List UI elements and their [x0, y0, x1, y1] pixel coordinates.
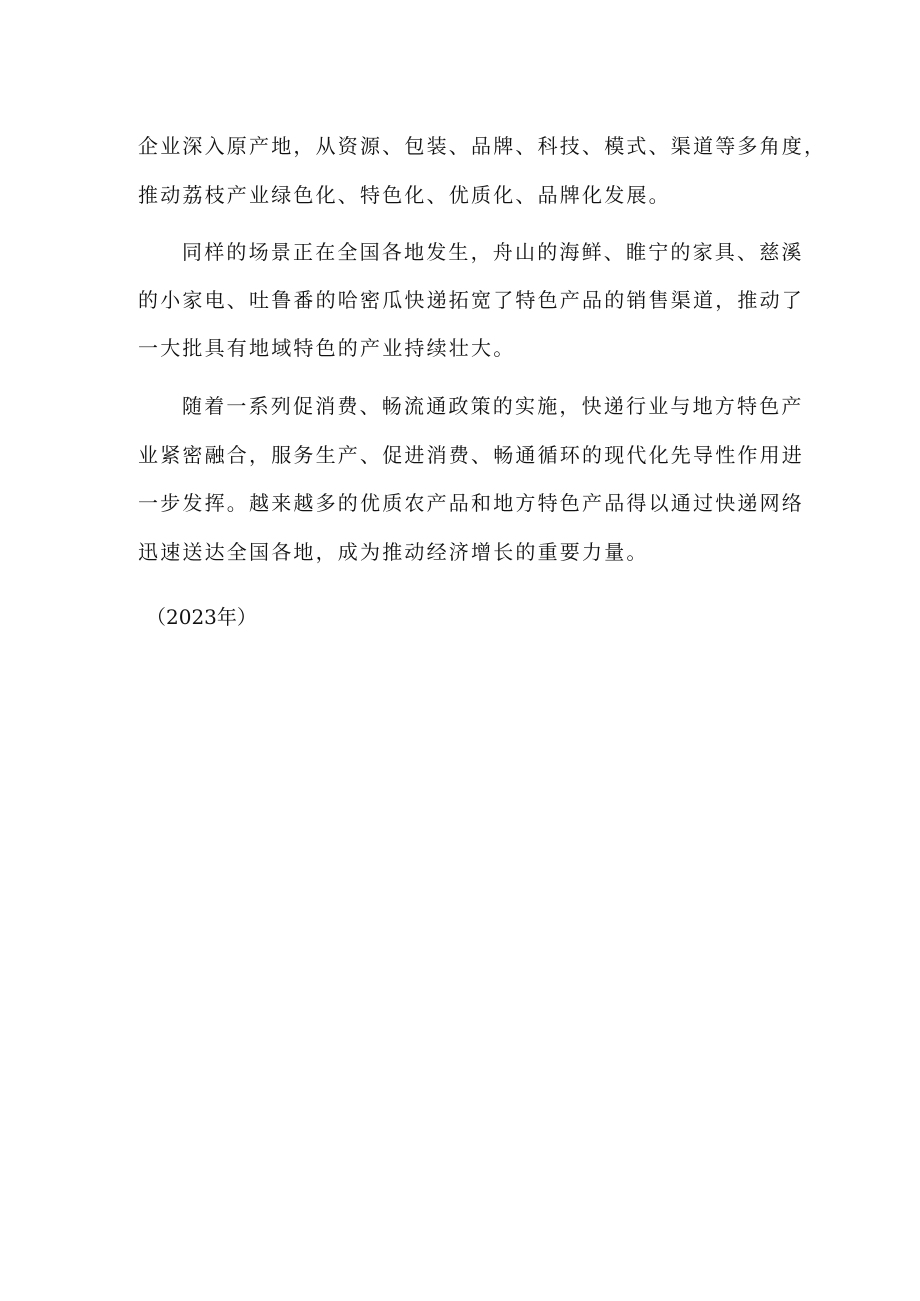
- paragraph-line: 企业深入原产地，从资源、包装、品牌、科技、模式、渠道等多角度，: [138, 134, 827, 158]
- paragraph-line: 的小家电、吐鲁番的哈密瓜快递拓宽了特色产品的销售渠道，推动了: [138, 288, 804, 312]
- paragraph-line: 业紧密融合，服务生产、促进消费、畅通循环的现代化先导性作用进: [138, 443, 804, 467]
- paragraph-line: 推动荔枝产业绿色化、特色化、优质化、品牌化发展。: [138, 183, 671, 207]
- paragraph-line: 随着一系列促消费、畅流通政策的实施，快递行业与地方特色产: [182, 394, 804, 418]
- paragraph-line: 同样的场景正在全国各地发生，舟山的海鲜、睢宁的家具、慈溪: [182, 240, 804, 264]
- paragraph-line: 迅速送达全国各地，成为推动经济增长的重要力量。: [138, 540, 649, 564]
- paragraph-line: 一步发挥。越来越多的优质农产品和地方特色产品得以通过快递网络: [138, 491, 804, 515]
- year-note: （2023年）: [146, 605, 257, 629]
- paragraph-line: 一大批具有地域特色的产业持续壮大。: [138, 336, 516, 360]
